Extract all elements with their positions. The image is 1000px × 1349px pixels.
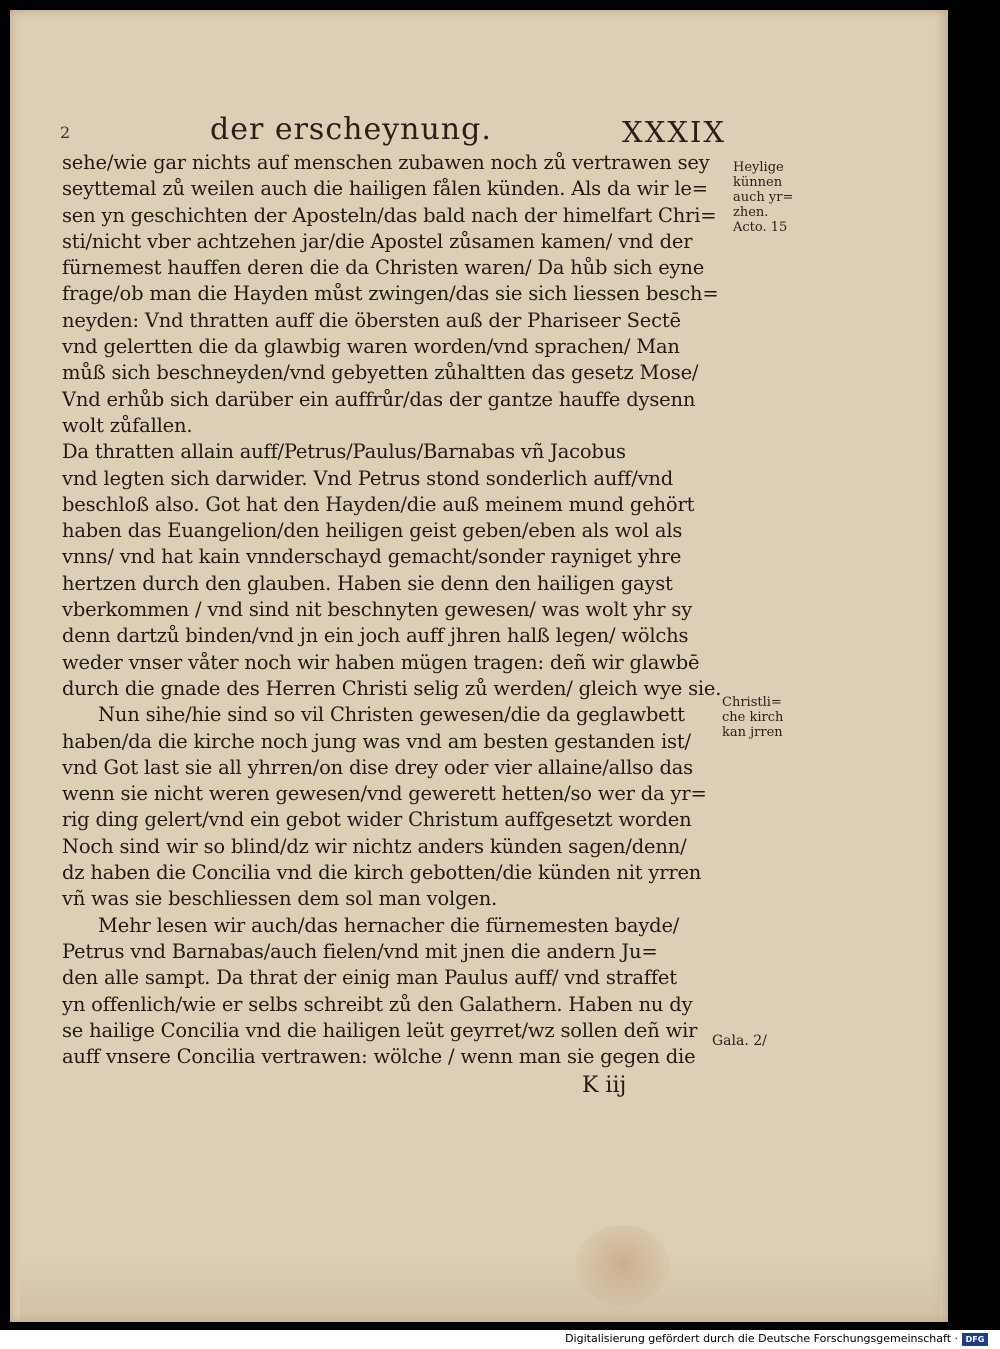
text-line: vberkommen / vnd sind nit beschnyten gewesen/ was wolt yhr sy [62, 598, 693, 622]
text-line: vñ was sie beschliessen dem sol man volgen. [62, 887, 498, 911]
text-line: vnd legten sich darwider. Vnd Petrus stond sonderlich auff/vnd [62, 466, 674, 490]
text-line: hertzen durch den glauben. Haben sie denn den hailigen gayst [62, 571, 673, 595]
page-stain [575, 1225, 670, 1305]
text-line: vnd Got last sie all yhrren/on dise drey oder vier allaine/allso das [62, 755, 693, 779]
signature-mark: K iij [582, 1073, 627, 1098]
marginal-note-gala [712, 1034, 767, 1049]
text-line: den alle sampt. Da thrat der einig man Paulus auff/ vnd straffet [62, 966, 677, 990]
text-line: haben das Euangelion/den heiligen geist geben/eben als wol als [62, 519, 683, 543]
text-line: rig ding gelert/vnd ein gebot wider Christum auffgesetzt worden [62, 808, 692, 832]
text-line: dz haben die Concilia vnd die kirch gebotten/die künden nit yrren [62, 861, 702, 885]
text-line: Nun sihe/hie sind so vil Christen gewesen/die da geglawbett [98, 703, 685, 727]
marginal-note-heylige [733, 160, 793, 235]
text-line: můß sich beschneyden/vnd gebyetten zůhaltten das gesetz Mose/ [62, 361, 699, 385]
marginal-note-line: künnen [733, 175, 783, 190]
marginal-note-line: Acto. 15 [733, 220, 788, 235]
text-line: sen yn geschichten der Aposteln/das bald nach der himelfart Chri= [62, 203, 717, 227]
folio-number: XXXIX [622, 115, 727, 149]
text-line: seyttemal zů weilen auch die hailigen fålen künden. Als da wir le= [62, 177, 708, 201]
header-mark: 2 [60, 123, 71, 142]
text-line: beschloß also. Got hat den Hayden/die auß meinem mund gehört [62, 492, 695, 516]
text-line: vnd gelertten die da glawbig waren worden/vnd sprachen/ Man [62, 335, 680, 359]
text-line: sehe/wie gar nichts auf menschen zubawen noch zů vertrawen sey [62, 151, 710, 174]
text-line: denn dartzů binden/vnd jn ein joch auff jhren halß legen/ wölchs [62, 624, 689, 648]
marginal-note-line: Heylige [733, 160, 784, 175]
text-line: wolt zůfallen. [62, 413, 193, 437]
text-line: haben/da die kirche noch jung was vnd am besten gestanden ist/ [62, 729, 691, 753]
marginal-note-line: kan jrren [722, 725, 783, 740]
text-line: sti/nicht vber achtzehen jar/die Apostel zůsamen kamen/ vnd der [62, 229, 693, 253]
marginal-note-line: zhen. [733, 205, 769, 220]
marginal-note-line: Gala. 2/ [712, 1033, 767, 1049]
marginal-note-kirch [722, 695, 783, 740]
text-line: durch die gnade des Herren Christi selig zů werden/ gleich wye sie. [62, 676, 722, 700]
text-line: Mehr lesen wir auch/das hernacher die fürnemesten bayde/ [98, 913, 680, 937]
footer-bar [0, 1330, 1000, 1349]
dfg-logo: DFG [962, 1333, 988, 1346]
text-line: frage/ob man die Hayden můst zwingen/das sie sich liessen besch= [62, 282, 719, 306]
footer-credit: Digitalisierung gefördert durch die Deutsche Forschungsgemeinschaft · [565, 1332, 958, 1345]
text-line: Da thratten allain auff/Petrus/Paulus/Barnabas vñ Jacobus [62, 440, 626, 464]
main-text-block [62, 150, 722, 1070]
text-line: wenn sie nicht weren gewesen/vnd gewerett hetten/so wer da yr= [62, 782, 707, 806]
text-line: Vnd erhůb sich darüber ein auffrůr/das der gantze hauffe dysenn [62, 387, 696, 411]
text-line: yn offenlich/wie er selbs schreibt zů den Galathern. Haben nu dy [62, 992, 693, 1016]
marginal-note-line: che kirch [722, 710, 784, 725]
text-line: neyden: Vnd thratten auff die öbersten auß der Phariseer Sectē [62, 308, 681, 332]
running-title: der erscheynung. [210, 112, 492, 147]
text-line: vnns/ vnd hat kain vnnderschayd gemacht/sonder rayniget yhre [62, 545, 682, 569]
text-line: fürnemest hauffen deren die da Christen waren/ Da hůb sich eyne [62, 256, 705, 280]
marginal-note-line: auch yr= [733, 190, 794, 205]
text-line: Petrus vnd Barnabas/auch fielen/vnd mit jnen die andern Ju= [62, 939, 658, 963]
text-line: se hailige Concilia vnd die hailigen leüt geyrret/wz sollen deñ wir [62, 1018, 698, 1042]
text-line: auff vnsere Concilia vertrawen: wölche / wenn man sie gegen die [62, 1045, 696, 1069]
marginal-note-line: Christli= [722, 695, 782, 710]
text-line: Noch sind wir so blind/dz wir nichtz anders künden sagen/denn/ [62, 834, 687, 858]
text-line: weder vnser våter noch wir haben mügen tragen: deñ wir glawbē [62, 650, 700, 674]
